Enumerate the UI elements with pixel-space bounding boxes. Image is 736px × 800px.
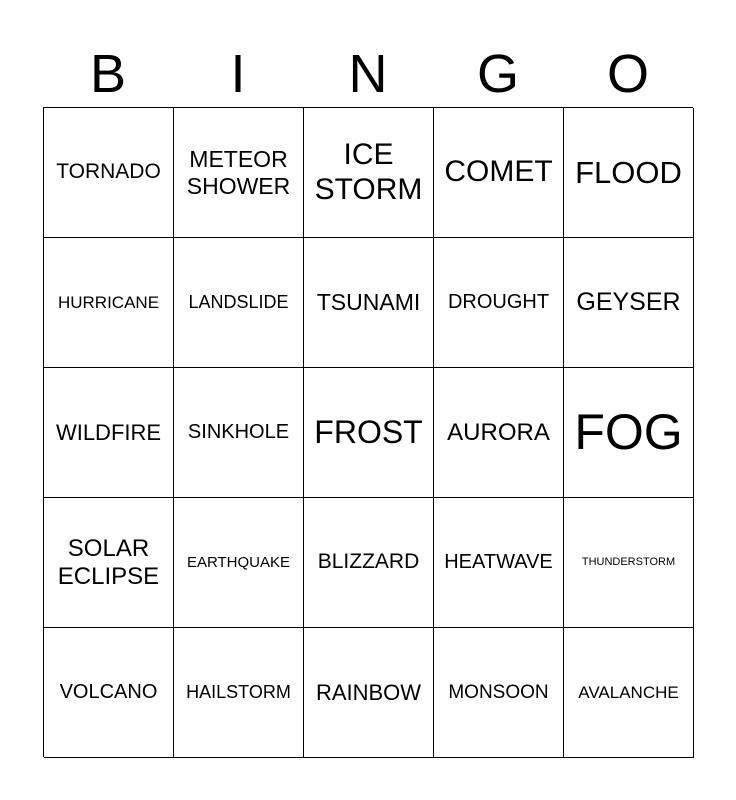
bingo-cell[interactable]: [564, 368, 694, 498]
bingo-cell[interactable]: [44, 238, 174, 368]
bingo-cell[interactable]: [304, 498, 434, 628]
header-letter-o: O: [606, 44, 649, 104]
bingo-cell[interactable]: [434, 368, 564, 498]
bingo-cell[interactable]: [434, 108, 564, 238]
bingo-cell-label: LANDSLIDE: [188, 292, 289, 313]
bingo-cell-label: TSUNAMI: [316, 289, 421, 316]
bingo-cell-label: VOLCANO: [59, 681, 158, 703]
bingo-cell[interactable]: [304, 238, 434, 368]
bingo-cell[interactable]: [174, 628, 304, 758]
bingo-cell[interactable]: [434, 628, 564, 758]
bingo-card-grid: [43, 107, 693, 757]
bingo-cell-label: COMET: [444, 155, 553, 189]
bingo-cell-label: FOG: [574, 403, 683, 460]
bingo-cell[interactable]: [174, 108, 304, 238]
header-letter-b: B: [89, 44, 127, 104]
header-letter-g: G: [476, 44, 519, 104]
bingo-cell-label: TORNADO: [56, 160, 161, 184]
bingo-cell[interactable]: [304, 368, 434, 498]
bingo-cell-label: THUNDERSTORM: [581, 556, 676, 569]
bingo-cell[interactable]: [564, 108, 694, 238]
bingo-cell[interactable]: [174, 368, 304, 498]
bingo-cell[interactable]: [174, 238, 304, 368]
bingo-cell[interactable]: [564, 498, 694, 628]
bingo-cell-label: AVALANCHE: [578, 682, 679, 702]
bingo-cell-label: AURORA: [447, 418, 550, 446]
bingo-cell[interactable]: [44, 628, 174, 758]
bingo-cell[interactable]: [304, 108, 434, 238]
bingo-cell[interactable]: [434, 238, 564, 368]
bingo-cell[interactable]: [44, 498, 174, 628]
bingo-cell-label: HAILSTORM: [186, 682, 291, 703]
bingo-header: [43, 40, 693, 108]
bingo-cell-label: HURRICANE: [57, 292, 160, 312]
bingo-cell-label: SOLAR ECLIPSE: [57, 534, 160, 590]
bingo-cell-label: FROST: [314, 414, 423, 451]
header-letter-n: N: [348, 44, 388, 104]
bingo-cell[interactable]: [304, 628, 434, 758]
bingo-cell-label: DROUGHT: [447, 291, 550, 313]
bingo-cell-label: RAINBOW: [315, 679, 422, 705]
bingo-cell-label: BLIZZARD: [317, 550, 420, 574]
bingo-cell[interactable]: [564, 238, 694, 368]
bingo-cell-label: EARTHQUAKE: [186, 553, 291, 571]
bingo-cell[interactable]: [564, 628, 694, 758]
bingo-cell[interactable]: [44, 368, 174, 498]
bingo-cell[interactable]: [44, 108, 174, 238]
bingo-cell-label: SINKHOLE: [187, 421, 290, 443]
bingo-cell-label: METEOR SHOWER: [186, 146, 291, 199]
bingo-cell-label: FLOOD: [575, 154, 682, 190]
bingo-cell-label: GEYSER: [576, 288, 681, 317]
bingo-cell[interactable]: [434, 498, 564, 628]
bingo-cell-label: ICE STORM: [314, 138, 423, 206]
header-letter-i: I: [230, 44, 246, 104]
bingo-cell-label: MONSOON: [448, 681, 549, 703]
bingo-cell[interactable]: [174, 498, 304, 628]
bingo-cell-label: WILDFIRE: [55, 419, 162, 445]
bingo-cell-label: HEATWAVE: [444, 551, 553, 573]
